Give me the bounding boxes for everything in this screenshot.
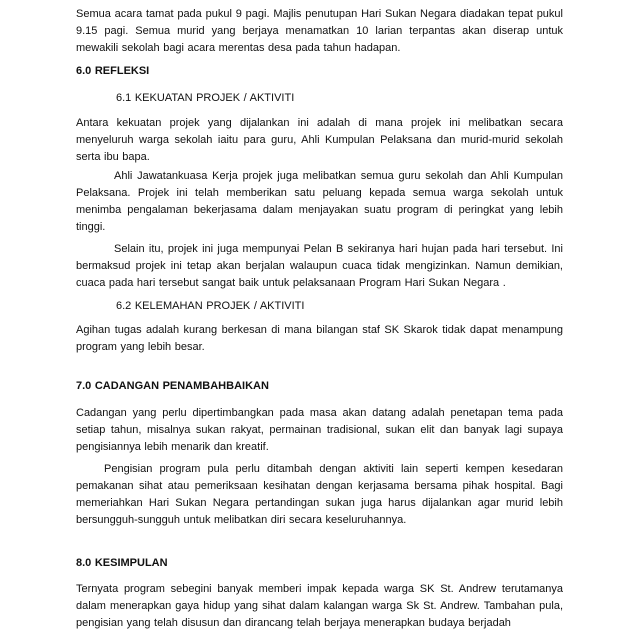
paragraph-kesimpulan: Ternyata program sebegini banyak memberi impak kepada warga SK St. Andrew terutamanya dalam menerapkan gaya hidup yang sihat dalam kalangan warga Sk St. Andrew. Tambahan pula, pengisian yang telah disusun dan dirancang telah berjaya menerapkan budaya berjadah <box>76 583 563 629</box>
subheading-kekuatan: 6.1 KEKUATAN PROJEK / AKTIVITI <box>116 92 295 104</box>
heading-refleksi: 6.0 REFLEKSI <box>76 65 150 77</box>
heading-cadangan: 7.0 CADANGAN PENAMBAHBAIKAN <box>76 380 269 392</box>
paragraph-kelemahan: Agihan tugas adalah kurang berkesan di mana bilangan staf SK Skarok tidak dapat menampung program yang lebih besar. <box>76 324 563 353</box>
subheading-kelemahan: 6.2 KELEMAHAN PROJEK / AKTIVITI <box>116 300 305 312</box>
heading-kesimpulan: 8.0 KESIMPULAN <box>76 557 168 569</box>
paragraph-intro: Semua acara tamat pada pukul 9 pagi. Majlis penutupan Hari Sukan Negara diadakan tepat pukul 9.15 pagi. Semua murid yang berjaya menamatkan 10 larian terpantas akan diserap untuk mewakili sekolah bagi acara merentas desa pada tahun hadapan. <box>76 8 563 54</box>
paragraph-cadangan-2: Pengisian program pula perlu ditambah dengan aktiviti lain seperti kempen kesedaran pemakanan sihat atau pemeriksaan kesihatan dengan kerjasama bersama pihak hospital. Bagi memeriahkan Hari Sukan Negara pertandingan sukan juga harus dijalankan agar murid lebih bersungguh-sungguh untuk melibatkan diri secara keseluruhannya. <box>76 463 563 526</box>
paragraph-cadangan-1: Cadangan yang perlu dipertimbangkan pada masa akan datang adalah penetapan tema pada setiap tahun, misalnya sukan rakyat, permainan tradisional, sukan elit dan banyak lagi supaya pengisiannya lebih menarik dan kreatif. <box>76 407 563 453</box>
paragraph-kekuatan-1: Antara kekuatan projek yang dijalankan ini adalah di mana projek ini melibatkan secara menyeluruh warga sekolah iaitu para guru, Ahli Kumpulan Pelaksana dan murid-murid sekolah serta ibu bapa. <box>76 117 563 163</box>
paragraph-kekuatan-2: Ahli Jawatankuasa Kerja projek juga melibatkan semua guru sekolah dan Ahli Kumpulan Pelaksana. Projek ini telah memberikan satu peluang kepada semua warga sekolah untuk menimba pengalaman bekerjasama dalam menjayakan suatu program di peringkat yang lebih tinggi. <box>76 170 563 233</box>
paragraph-kekuatan-3: Selain itu, projek ini juga mempunyai Pelan B sekiranya hari hujan pada hari tersebut. Ini bermaksud projek ini tetap akan berjalan walaupun cuaca tidak mengizinkan. Namun demikian, cuaca pada hari tersebut sangat baik untuk pelaksanaan Program Hari Sukan Negara . <box>76 243 563 289</box>
